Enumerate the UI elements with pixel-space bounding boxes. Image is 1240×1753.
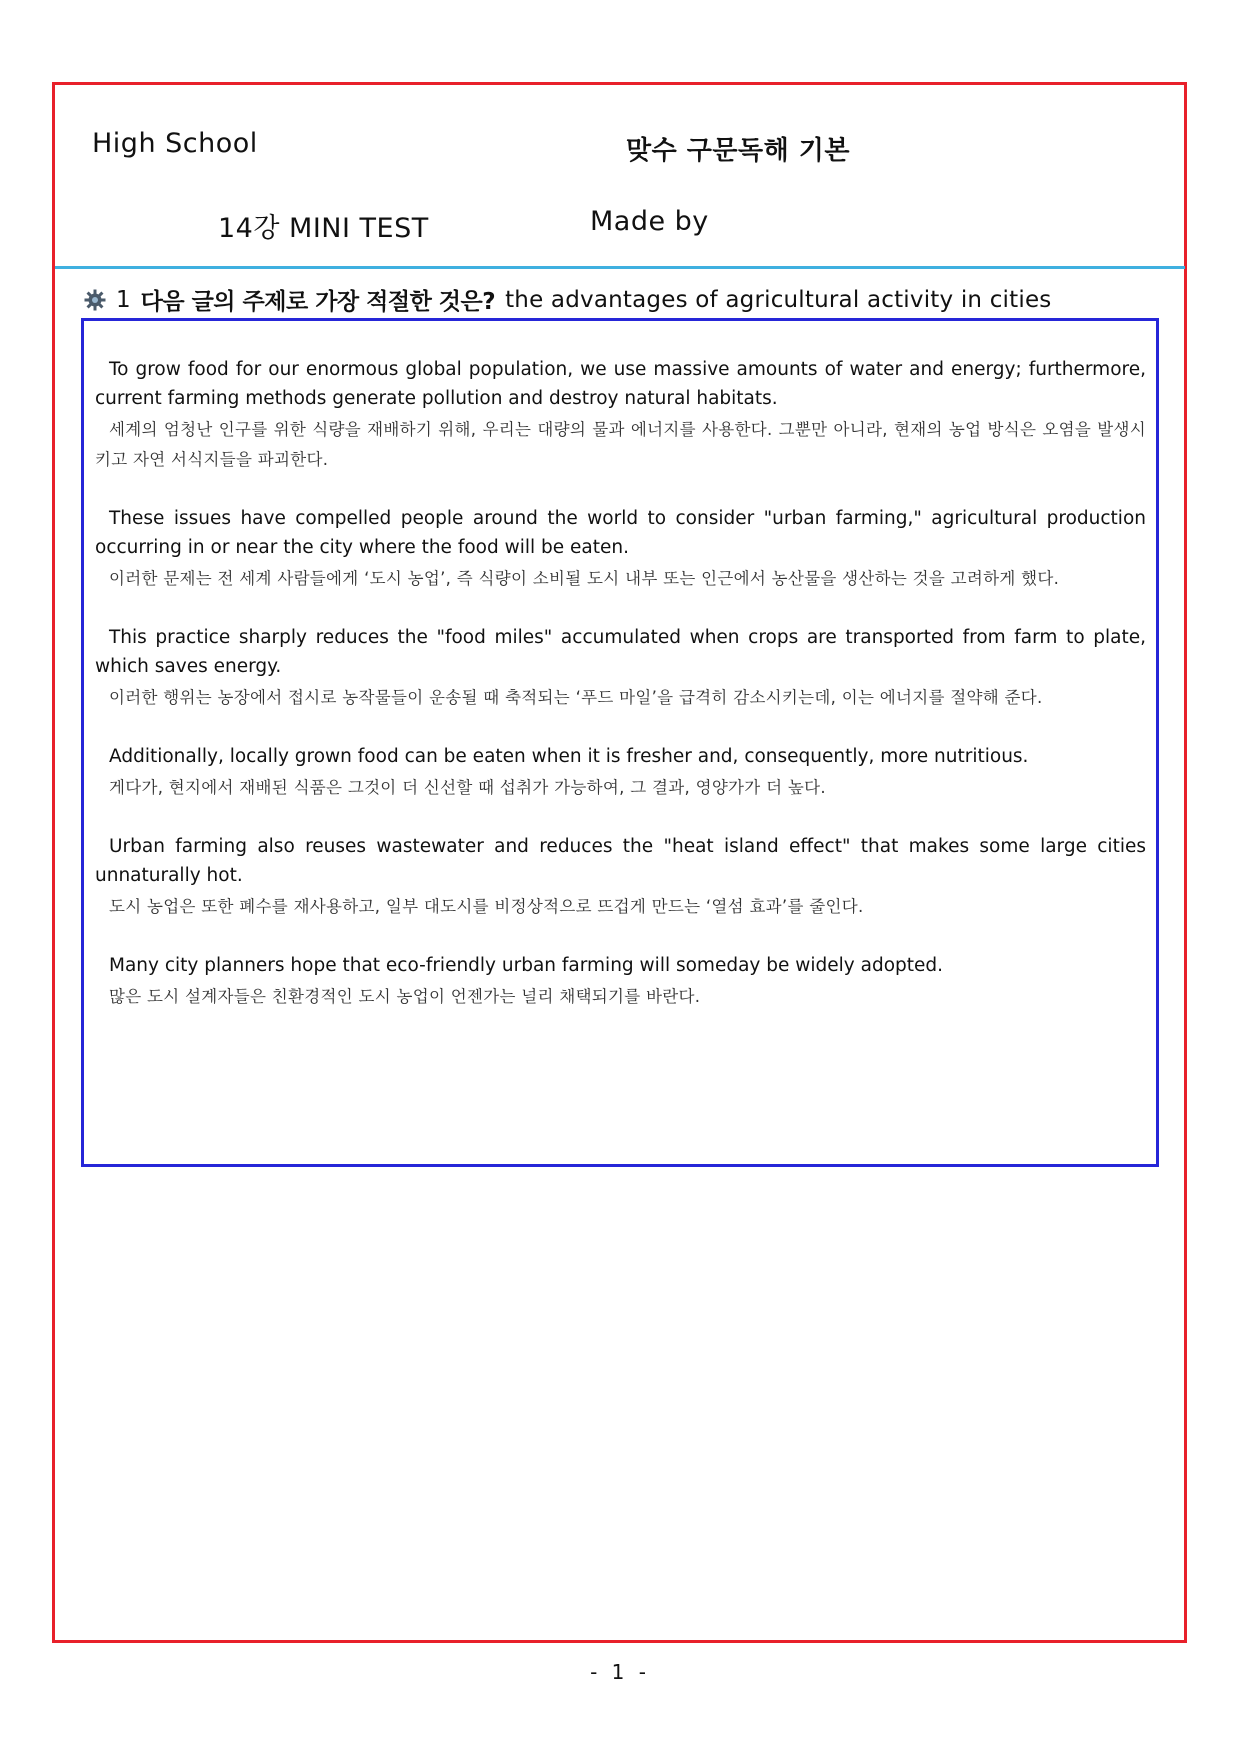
english-sentence: These issues have compelled people around the world to consider "urban farming," agricultural production occurring in or near the city where the food will be eaten. (95, 508, 1146, 558)
header-divider (55, 266, 1185, 269)
question-answer: the advantages of agricultural activity in cities (505, 286, 1052, 313)
passage-paragraph (95, 623, 1146, 713)
korean-translation: 게다가, 현지에서 재배된 식품은 그것이 더 신선할 때 섭취가 가능하여, 그 결과, 영양가가 더 높다. (109, 778, 826, 797)
question-prompt: 다음 글의 주제로 가장 적절한 것은? (140, 289, 496, 315)
passage-box (81, 318, 1159, 1167)
gear-bullet-icon (84, 289, 106, 311)
korean-translation: 많은 도시 설계자들은 친환경적인 도시 농업이 언젠가는 널리 채택되기를 바란다. (109, 987, 701, 1006)
passage-paragraph (95, 951, 1146, 1012)
english-sentence: Additionally, locally grown food can be eaten when it is fresher and, consequently, more nutritious. (109, 746, 1029, 767)
passage-paragraph (95, 504, 1146, 594)
book-title: 맞수 구문독해 기본 (626, 136, 851, 166)
korean-translation: 이러한 행위는 농장에서 접시로 농작물들이 운송될 때 축적되는 ‘푸드 마일’을 급격히 감소시키는데, 이는 에너지를 절약해 준다. (109, 688, 1043, 707)
english-sentence: To grow food for our enormous global population, we use massive amounts of water and energy; furthermore, current farming methods generate pollution and destroy natural habitats. (95, 359, 1146, 409)
english-sentence: This practice sharply reduces the "food miles" accumulated when crops are transported from farm to plate, which saves energy. (95, 627, 1146, 677)
passage-paragraph (95, 355, 1146, 475)
passage-paragraph (95, 742, 1146, 803)
made-by-label: Made by (590, 206, 709, 237)
page-number: - 1 - (590, 1660, 650, 1684)
english-sentence: Many city planners hope that eco-friendly urban farming will someday be widely adopted. (109, 955, 944, 976)
korean-translation: 이러한 문제는 전 세계 사람들에게 ‘도시 농업’, 즉 식량이 소비될 도시 내부 또는 인근에서 농산물을 생산하는 것을 고려하게 했다. (109, 569, 1060, 588)
test-title: 14강 MINI TEST (218, 213, 429, 244)
korean-translation: 세계의 엄청난 인구를 위한 식량을 재배하기 위해, 우리는 대량의 물과 에너지를 사용한다. 그뿐만 아니라, 현재의 농업 방식은 오염을 발생시키고 자연 서식지들을 파괴한다. (95, 420, 1146, 469)
question-number: 1 (116, 286, 131, 313)
korean-translation: 도시 농업은 또한 폐수를 재사용하고, 일부 대도시를 비정상적으로 뜨겁게 만드는 ‘열섬 효과’를 줄인다. (109, 897, 864, 916)
english-sentence: Urban farming also reuses wastewater and reduces the "heat island effect" that makes some large cities unnaturally hot. (95, 836, 1146, 886)
school-level: High School (92, 128, 258, 159)
question-line (84, 283, 1052, 316)
passage-paragraph (95, 832, 1146, 922)
